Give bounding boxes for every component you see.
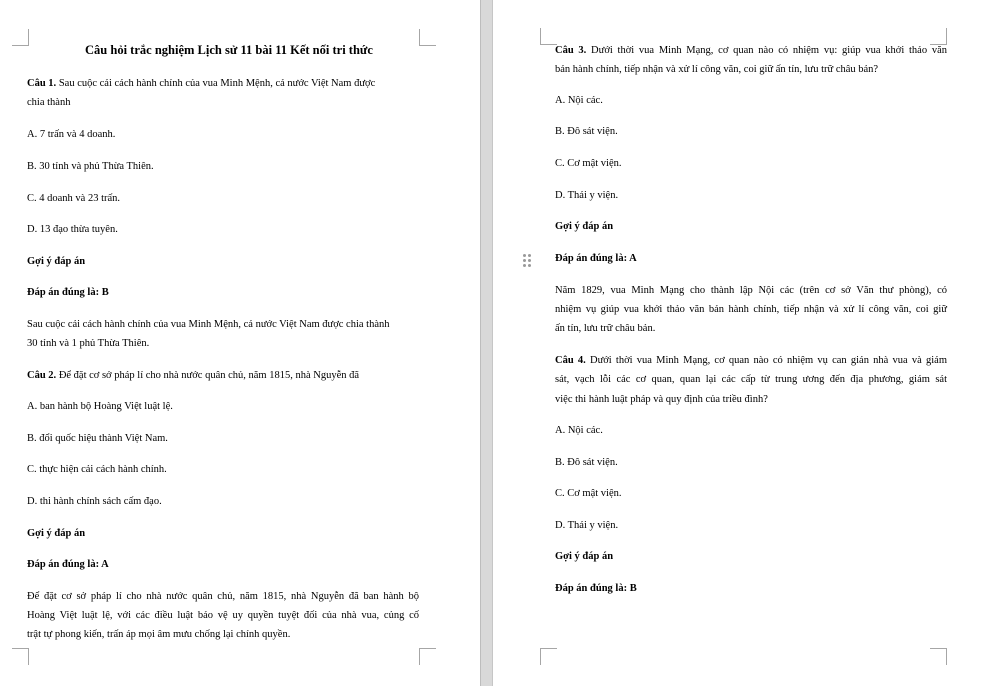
question-2-text: Để đặt cơ sở pháp lí cho nhà nước quân chủ, năm 1815, nhà Nguyễn đã [58,370,360,381]
question-1-answer: Đáp án đúng là: B [27,287,109,298]
question-3-hint-heading: Gợi ý đáp án [555,221,614,232]
question-3-answer: Đáp án đúng là: A [555,253,637,264]
question-4-line-2: sát, vạch lỗi các cơ quan, quan lại các cấp từ trung ương đến địa phương, giám sát [555,374,947,385]
question-3-option-a: A. Nội các. [555,95,603,106]
question-2-hint-heading: Gợi ý đáp án [27,528,86,539]
question-3-explanation-line-3: ấn tín, lưu trữ châu bản. [555,323,656,334]
question-2-line-1 [27,369,359,383]
question-2-answer: Đáp án đúng là: A [27,559,109,570]
question-3-line-2: bản hành chính, tiếp nhận và xử lí công văn, coi giữ ấn tín, lưu trữ châu bản? [555,64,879,75]
question-4-line-1 [555,354,947,368]
question-4-text: Dưới thời vua Minh Mạng, cơ quan nào có nhiệm vụ can gián nhà vua và giám [589,355,948,366]
question-3-line-1 [555,44,947,58]
question-2-label: Câu 2. [27,370,57,381]
question-2-option-b: B. đổi quốc hiệu thành Việt Nam. [27,433,168,444]
question-3-explanation-line-1: Năm 1829, vua Minh Mạng cho thành lập Nội các (trên cơ sở Văn thư phòng), có [555,285,947,296]
question-4-option-a: A. Nội các. [555,425,603,436]
question-2-option-a: A. ban hành bộ Hoàng Việt luật lệ. [27,401,173,412]
question-2-option-d: D. thi hành chính sách cấm đạo. [27,496,162,507]
question-4-option-c: C. Cơ mật viện. [555,488,622,499]
crop-mark-bottom-right [930,648,947,665]
document-page-right[interactable] [493,0,987,686]
question-2-explanation-line-1: Để đặt cơ sở pháp lí cho nhà nước quân chủ, năm 1815, nhà Nguyễn đã ban hành bộ [27,591,419,602]
question-2-explanation-line-3: trật tự phong kiến, trấn áp mọi âm mưu chống lại chính quyền. [27,629,291,640]
question-3-label: Câu 3. [555,45,587,56]
paragraph-drag-handle-icon[interactable] [523,254,531,268]
question-4-answer: Đáp án đúng là: B [555,583,637,594]
crop-mark-bottom-right [419,648,436,665]
crop-mark-bottom-left [540,648,557,665]
question-4-line-3: việc thi hành luật pháp và quy định của triều đình? [555,394,768,405]
document-page-left[interactable] [0,0,480,686]
question-1-label: Câu 1. [27,78,57,89]
question-2-explanation-line-2: Hoàng Việt luật lệ, với các điều luật bảo vệ uy quyền tuyệt đối của nhà vua, củng cố [27,610,419,621]
question-1-explanation-line-1: Sau cuộc cải cách hành chính của vua Minh Mệnh, cả nước Việt Nam được chia thành [27,319,390,330]
question-1-text: Sau cuộc cải cách hành chính của vua Minh Mệnh, cả nước Việt Nam được [58,78,376,89]
crop-mark-bottom-left [12,648,29,665]
question-4-hint-heading: Gợi ý đáp án [555,551,614,562]
question-3-explanation-line-2: nhiệm vụ giúp vua khởi thảo văn bản hành chính, tiếp nhận và xử lí công văn, coi giữ [555,304,947,315]
question-4-option-b: B. Đô sát viện. [555,457,618,468]
question-3-text: Dưới thời vua Minh Mạng, cơ quan nào có nhiệm vụ: giúp vua khởi thảo văn [591,45,947,56]
question-1-option-c: C. 4 doanh và 23 trấn. [27,193,121,204]
question-1-line-2: chia thành [27,97,71,108]
crop-mark-top-right [930,28,947,45]
question-1-explanation-line-2: 30 tỉnh và 1 phủ Thừa Thiên. [27,338,150,349]
document-title: Câu hỏi trắc nghiệm Lịch sử 11 bài 11 Kết nối tri thức [85,43,373,57]
question-4-label: Câu 4. [555,355,586,366]
question-3-option-b: B. Đô sát viện. [555,126,618,137]
question-2-option-c: C. thực hiện cải cách hành chính. [27,464,167,475]
question-1-option-d: D. 13 đạo thừa tuyên. [27,224,118,235]
question-1-option-b: B. 30 tỉnh và phủ Thừa Thiên. [27,161,154,172]
question-4-option-d: D. Thái y viện. [555,520,619,531]
question-1-line-1 [27,77,375,91]
question-3-option-d: D. Thái y viện. [555,190,619,201]
crop-mark-top-left [540,28,557,45]
question-1-option-a: A. 7 trấn và 4 doanh. [27,129,116,140]
question-1-hint-heading: Gợi ý đáp án [27,256,86,267]
page-gutter [480,0,493,686]
question-3-option-c: C. Cơ mật viện. [555,158,622,169]
